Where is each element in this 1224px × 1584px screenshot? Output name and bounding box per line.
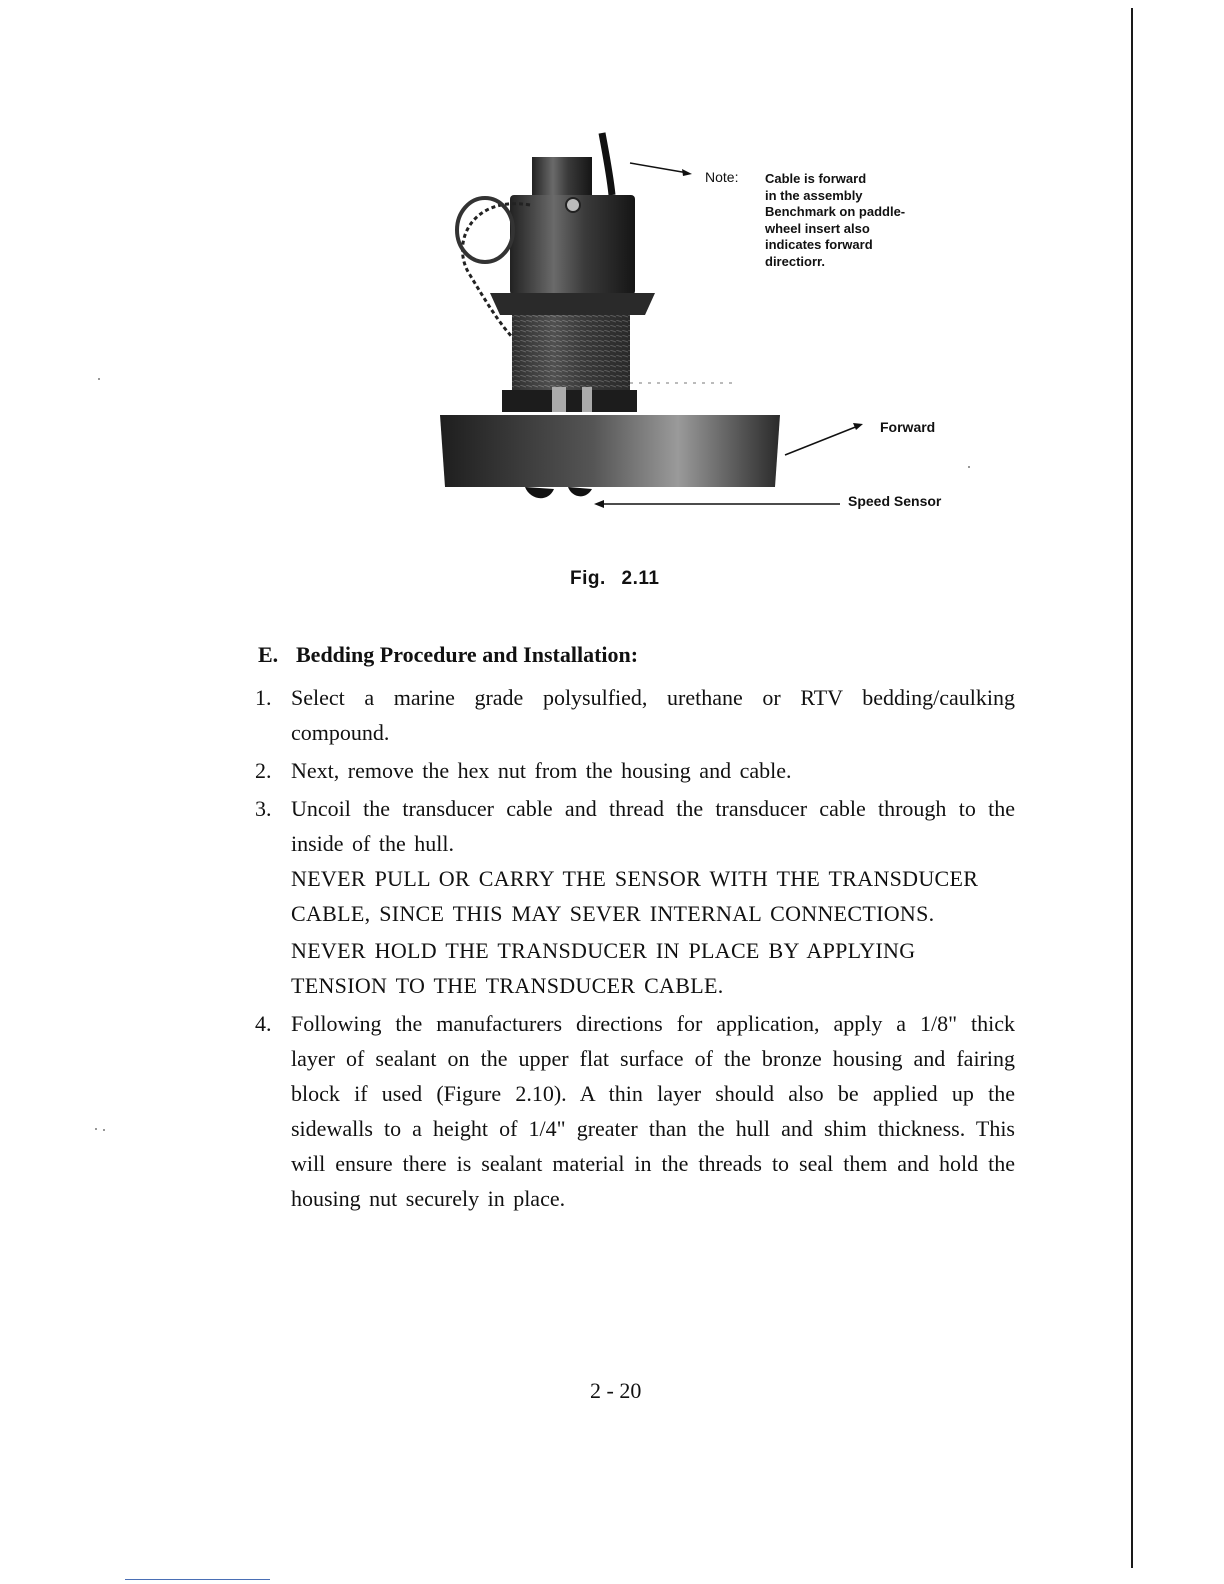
paddle-wheel: [525, 487, 554, 498]
procedure-steps: [255, 680, 1015, 1219]
flange-highlight: [582, 387, 592, 412]
note-text: [765, 171, 905, 270]
scan-speck: [968, 466, 970, 468]
note-arrowhead: [682, 169, 692, 176]
section-title: Bedding Procedure and Installation:: [296, 642, 639, 667]
scan-speck: [103, 1129, 105, 1131]
step-number: 3.: [255, 796, 272, 821]
scan-edge-line: [1131, 8, 1133, 1568]
scan-speck: [95, 1128, 97, 1130]
step-number: 1.: [255, 685, 272, 710]
pin-head: [566, 198, 580, 212]
step-item: [255, 791, 1015, 1003]
section-heading: [258, 642, 638, 668]
step-text: Select a marine grade polysulfied, urethane or RTV bedding/caulking compound.: [291, 685, 1015, 745]
retaining-ring: [457, 198, 513, 262]
step-item: [255, 680, 1015, 750]
speed-sensor-arrowhead: [594, 500, 604, 508]
top-cap: [532, 157, 592, 199]
step-text: Uncoil the transducer cable and thread the transducer cable through to the inside of the hull.: [291, 796, 1015, 856]
forward-arrow: [785, 426, 858, 455]
note-label: Note:: [705, 169, 739, 185]
step-text: Following the manufacturers directions for application, apply a 1/8" thick layer of sealant on the upper flat surface of the bronze housing and fairing block if used (Figure 2.10). A thin layer should also be applied up the sidewalls to a height of 1/4" greater than the hull and shim thickness. This will ensure there is sealant material in the threads to seal them and hold the housing nut securely in place.: [291, 1011, 1015, 1211]
hex-nut: [490, 293, 655, 315]
speed-sensor-label: Speed Sensor: [848, 493, 942, 509]
scan-bottom-line: [125, 1579, 270, 1580]
warning-text: NEVER HOLD THE TRANSDUCER IN PLACE BY APPLYING TENSION TO THE TRANSDUCER CABLE.: [291, 938, 916, 998]
figure-transducer: [430, 125, 960, 525]
paddle-wheel: [568, 487, 592, 496]
section-letter: E.: [258, 642, 279, 667]
note-line: Cable is forward: [765, 171, 867, 186]
step-text: Next, remove the hex nut from the housing and cable.: [291, 758, 792, 783]
lower-flange: [502, 390, 637, 412]
step-item: [255, 753, 1015, 788]
step-item: [255, 1006, 1015, 1216]
page-number: 2 - 20: [590, 1378, 642, 1403]
forward-label: Forward: [880, 419, 936, 435]
step-number: 4.: [255, 1011, 272, 1036]
scan-speck: [98, 378, 100, 380]
figure-caption: Fig. 2.11: [570, 568, 660, 589]
note-line: directiorr.: [765, 253, 825, 269]
note-line: wheel insert also: [765, 220, 870, 236]
transducer-base: [440, 415, 780, 487]
note-line: indicates forward: [765, 237, 873, 252]
warning-text: NEVER PULL OR CARRY THE SENSOR WITH THE TRANSDUCER CABLE, SINCE THIS MAY SEVER INTERNAL CONNECTIONS.: [291, 866, 979, 926]
cable: [602, 133, 612, 195]
note-arrow: [630, 163, 688, 173]
note-line: Benchmark on paddle-: [765, 204, 906, 219]
flange-highlight: [552, 387, 566, 412]
forward-arrowhead: [853, 423, 863, 430]
step-number: 2.: [255, 758, 272, 783]
note-line: in the assembly: [765, 187, 863, 203]
